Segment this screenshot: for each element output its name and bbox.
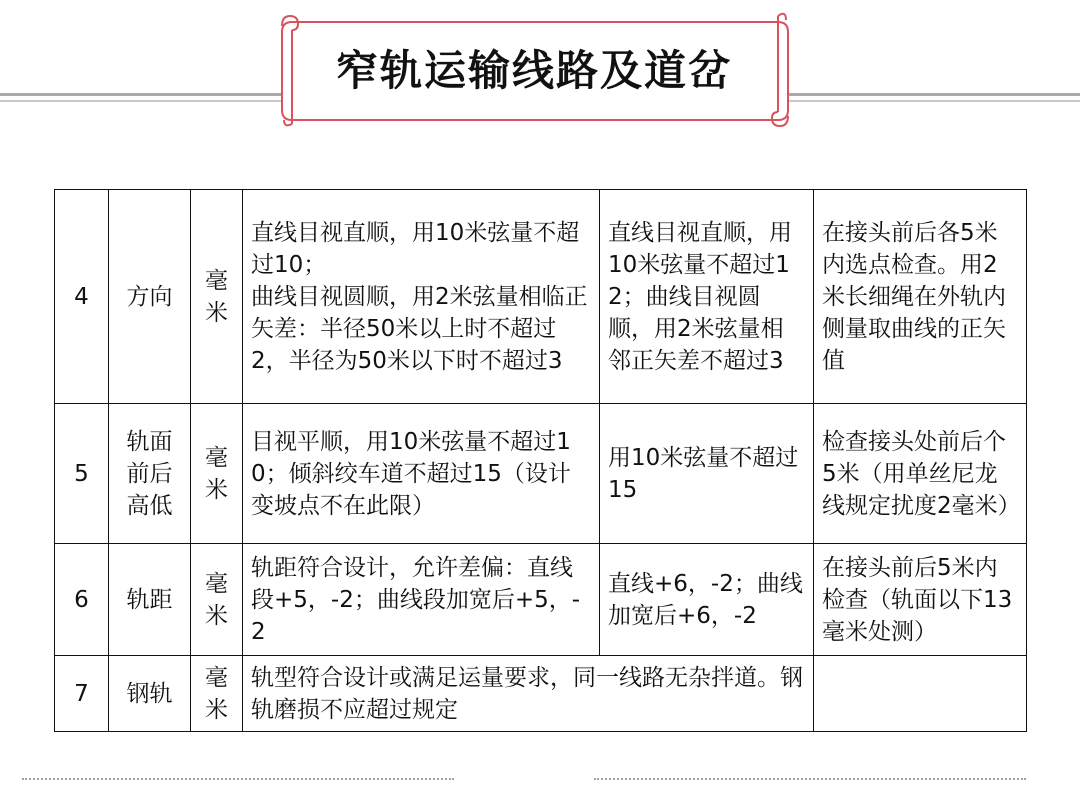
row-number: 5 (55, 404, 109, 544)
spec-table (54, 189, 1027, 732)
method-cell: 检查接头处前后个5米（用单丝尼龙线规定扰度2毫米） (814, 404, 1027, 544)
row-number: 4 (55, 190, 109, 404)
standard-cell: 轨型符合设计或满足运量要求，同一线路无杂拌道。钢轨磨损不应超过规定 (243, 656, 814, 732)
unit-cell: 毫米 (191, 404, 243, 544)
standard-cell: 目视平顺，用10米弦量不超过10；倾斜绞车道不超过15（设计变坡点不在此限） (243, 404, 600, 544)
item-name: 方向 (109, 190, 191, 404)
row-number: 7 (55, 656, 109, 732)
standard-cell: 轨距符合设计，允许差偏：直线段+5，-2；曲线段加宽后+5，-2 (243, 544, 600, 656)
item-name: 轨面前后高低 (109, 404, 191, 544)
table-row (55, 190, 1027, 404)
item-name: 轨距 (109, 544, 191, 656)
page-title: 窄轨运输线路及道岔 (335, 46, 732, 95)
limit-cell: 直线目视直顺，用10米弦量不超过12；曲线目视圆顺，用2米弦量相邻正矢差不超过3 (600, 190, 814, 404)
unit-cell: 毫米 (191, 190, 243, 404)
unit-cell: 毫米 (191, 656, 243, 732)
method-cell (814, 656, 1027, 732)
method-cell: 在接头前后5米内检查（轨面以下13毫米处测） (814, 544, 1027, 656)
table-row (55, 544, 1027, 656)
footer-divider-right (594, 778, 1026, 780)
table-row (55, 656, 1027, 732)
table-row (55, 404, 1027, 544)
method-cell: 在接头前后各5米内选点检查。用2米长细绳在外轨内侧量取曲线的正矢值 (814, 190, 1027, 404)
limit-cell: 直线+6，-2；曲线加宽后+6，-2 (600, 544, 814, 656)
limit-cell: 用10米弦量不超过15 (600, 404, 814, 544)
row-number: 6 (55, 544, 109, 656)
footer-divider-left (22, 778, 454, 780)
item-name: 钢轨 (109, 656, 191, 732)
standard-cell: 直线目视直顺，用10米弦量不超过10； 曲线目视圆顺，用2米弦量相临正矢差：半径50米以上时不超过2，半径为50米以下时不超过3 (243, 190, 600, 404)
unit-cell: 毫米 (191, 544, 243, 656)
title-scroll-banner (278, 12, 790, 130)
